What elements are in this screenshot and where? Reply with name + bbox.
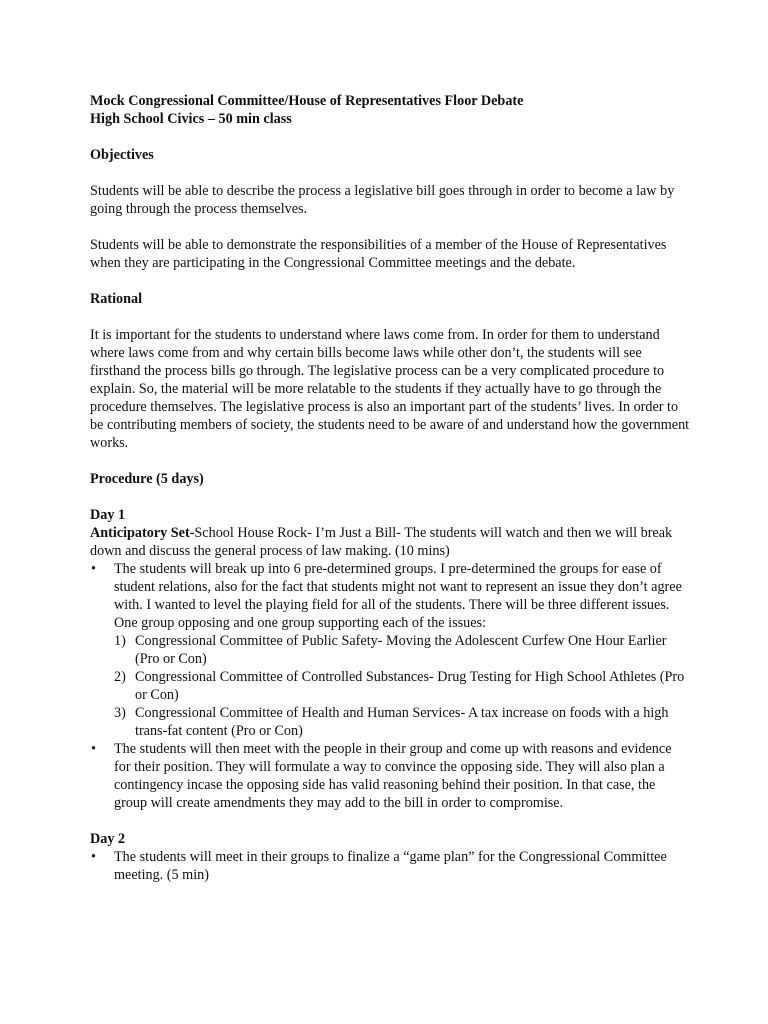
list-item — [90, 560, 690, 740]
document-title: Mock Congressional Committee/House of Representatives Floor Debate — [90, 93, 524, 109]
rational-heading: Rational — [90, 291, 143, 307]
list-item — [90, 848, 690, 884]
issue-item — [114, 704, 690, 740]
issue-text: Congressional Committee of Health and Human Services- A tax increase on foods with a high trans-fat content (Pro or Con) — [135, 705, 669, 739]
procedure-heading: Procedure (5 days) — [90, 471, 204, 487]
document-subtitle: High School Civics – 50 min class — [90, 111, 292, 127]
rational-paragraph: It is important for the students to understand where laws come from. In order for them to understand where laws come from and why certain bills become laws while other don’t, the students will see firsthand the process bills go through. The legislative process can be a very complicated procedure to explain. So, the material will be more relatable to the students if they actually have to go through the procedure themselves. The legislative process is also an important part of the students’ lives. In order to be contributing members of society, the students need to be aware of and understand how the government works. — [90, 327, 690, 451]
objectives-heading: Objectives — [90, 147, 154, 163]
anticipatory-set-label: Anticipatory Set- — [90, 525, 195, 541]
list-item-text: The students will then meet with the people in their group and come up with reasons and evidence for their position. They will formulate a way to convince the opposing side. They will also plan a contingency incase the opposing side has valid reasoning behind their position. In that case, the group will create amendments they may add to the bill in order to compromise. — [114, 741, 672, 811]
list-item-text: The students will meet in their groups to finalize a “game plan” for the Congressional Committee meeting. (5 min) — [114, 849, 667, 883]
list-item — [90, 740, 690, 812]
day2-heading: Day 2 — [90, 831, 126, 847]
day2-bullet-list — [90, 848, 690, 884]
day1-heading: Day 1 — [90, 507, 126, 523]
anticipatory-set-text: School House Rock- I’m Just a Bill- The students will watch and then we will break down and discuss the general process of law making. (10 mins) — [90, 525, 673, 559]
objectives-paragraph: Students will be able to describe the process a legislative bill goes through in order to become a law by going through the process themselves. — [90, 183, 675, 217]
issue-item — [114, 632, 690, 668]
issue-number: 3) — [114, 705, 126, 721]
bullet-icon: • — [91, 849, 96, 865]
bullet-icon: • — [91, 561, 96, 577]
list-item-text: The students will break up into 6 pre-determined groups. I pre-determined the groups for ease of student relations, also for the fact that students might not want to represent an issue they don’t agree with. I wanted to level the playing field for all of the students. There will be three different issues. One group opposing and one group supporting each of the issues: — [114, 561, 682, 631]
bullet-icon: • — [91, 741, 96, 757]
issue-text: Congressional Committee of Public Safety- Moving the Adolescent Curfew One Hour Earlier (Pro or Con) — [135, 633, 667, 667]
issue-number: 1) — [114, 633, 126, 649]
issues-list — [114, 632, 690, 740]
issue-text: Congressional Committee of Controlled Substances- Drug Testing for High School Athletes (Pro or Con) — [135, 669, 685, 703]
issue-number: 2) — [114, 669, 126, 685]
document-page — [90, 92, 690, 884]
day1-bullet-list — [90, 560, 690, 812]
objectives-paragraph: Students will be able to demonstrate the responsibilities of a member of the House of Representatives when they are participating in the Congressional Committee meetings and the debate. — [90, 237, 667, 271]
issue-item — [114, 668, 690, 704]
anticipatory-set — [90, 524, 690, 560]
